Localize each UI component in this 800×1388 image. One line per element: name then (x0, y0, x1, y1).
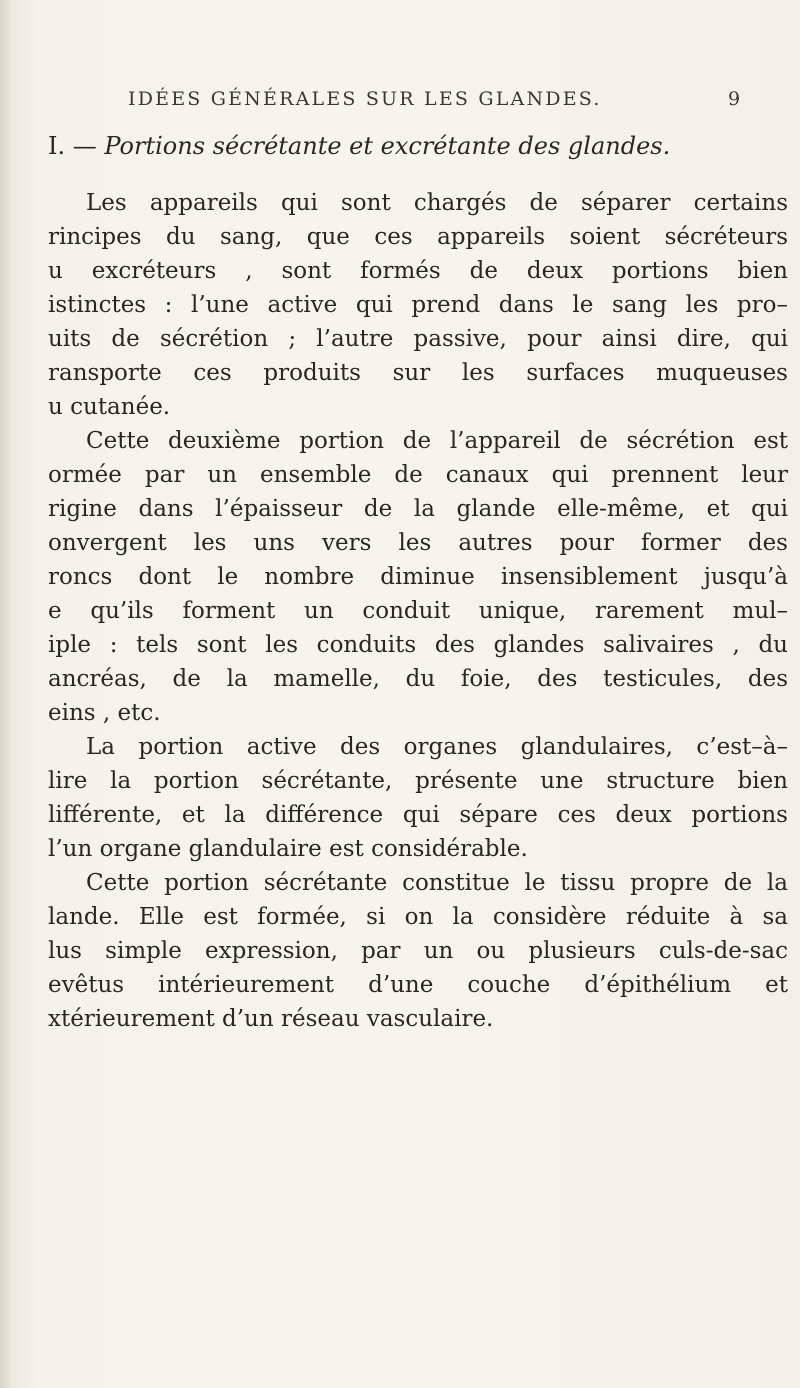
section-number: I. — (48, 132, 105, 160)
text-line: rigine dans l’épaisseur de la glande elle-même, et qui (48, 496, 788, 522)
text-line: Les appareils qui sont chargés de séparer certains (86, 190, 788, 216)
text-line: lande. Elle est formée, si on la considère réduite à sa (48, 904, 788, 930)
running-head (0, 88, 800, 118)
text-line: evêtus intérieurement d’une couche d’épithélium et (48, 972, 788, 998)
text-line: Cette deuxième portion de l’appareil de sécrétion est (86, 428, 788, 454)
text-line: lire la portion sécrétante, présente une structure bien (48, 768, 788, 794)
text-line: l’un organe glandulaire est considérable. (48, 836, 528, 862)
text-line: Cette portion sécrétante constitue le tissu propre de la (86, 870, 788, 896)
text-line: e qu’ils forment un conduit unique, rarement mul– (48, 598, 788, 624)
text-line: xtérieurement d’un réseau vasculaire. (48, 1006, 494, 1032)
text-line: iple : tels sont les conduits des glandes salivaires , du (48, 632, 788, 658)
text-line: istinctes : l’une active qui prend dans le sang les pro– (48, 292, 788, 318)
text-line: ancréas, de la mamelle, du foie, des testicules, des (48, 666, 788, 692)
text-line: roncs dont le nombre diminue insensiblement jusqu’à (48, 564, 788, 590)
text-line: ormée par un ensemble de canaux qui prennent leur (48, 462, 788, 488)
text-line: u excréteurs , sont formés de deux portions bien (48, 258, 788, 284)
text-line: eins , etc. (48, 700, 161, 726)
text-line: lifférente, et la différence qui sépare ces deux portions (48, 802, 788, 828)
text-line: lus simple expression, par un ou plusieurs culs-de-sac (48, 938, 788, 964)
section-heading (48, 132, 788, 160)
running-head-title: IDÉES GÉNÉRALES SUR LES GLANDES. (128, 88, 602, 110)
section-title: Portions sécrétante et excrétante des glandes. (104, 132, 671, 160)
page-number: 9 (728, 88, 741, 110)
text-line: onvergent les uns vers les autres pour former des (48, 530, 788, 556)
text-line: rincipes du sang, que ces appareils soient sécréteurs (48, 224, 788, 250)
page-gutter (0, 0, 12, 1388)
text-line: u cutanée. (48, 394, 171, 420)
body-text (48, 186, 788, 1036)
text-line: uits de sécrétion ; l’autre passive, pour ainsi dire, qui (48, 326, 788, 352)
text-line: La portion active des organes glandulaires, c’est–à– (86, 734, 788, 760)
text-line: ransporte ces produits sur les surfaces muqueuses (48, 360, 788, 386)
